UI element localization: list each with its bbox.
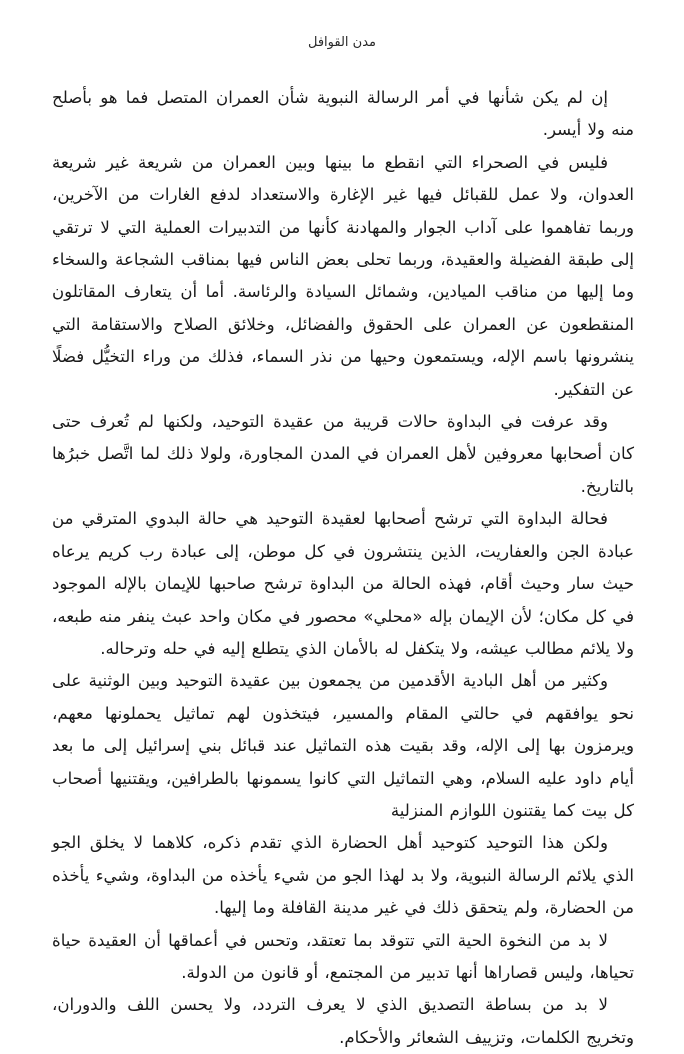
paragraph: فليس في الصحراء التي انقطع ما بينها وبين العمران من شريعة غير شريعة العدوان، ولا عمل للقبائل فيها غير الإغارة والاستعداد لدفع الغارات من الآخرين، وربما تفاهموا على آداب الجوار والمهادنة كأنها من التدبيرات العملية التي لا ترتقي إلى طبقة الفضيلة والعقيدة، وربما تحلى بعض الناس فيها بمناقب الشجاعة والسخاء وما إليها من مناقب الميادين، وشمائل السيادة والرئاسة. أما أن يتعارف المقاتلون المنقطعون عن العمران على الحقوق والفضائل، وخلائق الصلاح والاستقامة التي ينشرونها باسم الإله، ويستمعون وحيها من نذر السماء، فذلك من وراء التخيُّل فضلًا عن التفكير. <box>52 152 634 399</box>
paragraph: إن لم يكن شأنها في أمر الرسالة النبوية شأن العمران المتصل فما هو بأصلح منه ولا أيسر. <box>52 88 634 140</box>
paragraph: لا بد من النخوة الحية التي تتوقد بما تعتقد، وتحس في أعماقها أن العقيدة حياة تحياها، وليس قصاراها أنها تدبير من المجتمع، أو قانون من الدولة. <box>52 930 634 982</box>
paragraph: ولكن هذا التوحيد كتوحيد أهل الحضارة الذي تقدم ذكره، كلاهما لا يخلق الجو الذي يلائم الرسالة النبوية، ولا بد لهذا الجو من شيء يأخذه من البداوة، وشيء يأخذه من الحضارة، ولم يتحقق ذلك في غير مدينة القافلة وما إليها. <box>52 833 634 918</box>
running-header: مدن القوافل <box>307 35 376 50</box>
paragraph: فحالة البداوة التي ترشح أصحابها لعقيدة التوحيد هي حالة البدوي المترقي من عبادة الجن والعفاريت، الذين ينتشرون في كل موطن، إلى عبادة رب كريم يرعاه حيث سار وحيث أقام، فهذه الحالة من البداوة ترشح صاحبها للإيمان بالإله الموجود في كل مكان؛ لأن الإيمان بإله «محلي» محصور في مكان واحد عبث ينفر منه طبعه، ولا يلائم مطالب عيشه، ولا يتكفل له بالأمان الذي يتطلع إليه في حله وترحاله. <box>52 509 634 658</box>
paragraph: وكثير من أهل البادية الأقدمين من يجمعون بين عقيدة التوحيد وبين الوثنية على نحو يوافقهم في حالتي المقام والمسير، فيتخذون لهم تماثيل يحملونها معهم، ويرمزون بها إلى الإله، وقد بقيت هذه التماثيل عند قبائل بني إسرائيل إلى ما بعد أيام داود عليه السلام، وهي التماثيل التي كانوا يسمونها بالطرافين، ويقتنيها أصحاب كل بيت كما يقتنون اللوازم المنزلية <box>52 671 634 820</box>
paragraph: وقد عرفت في البداوة حالات قريبة من عقيدة التوحيد، ولكنها لم تُعرف حتى كان أصحابها معروفين لأهل العمران في المدن المجاورة، ولولا ذلك لما اتَّصل خبرُها بالتاريخ. <box>52 412 634 496</box>
page-body <box>52 82 634 1054</box>
paragraph: لا بد من بساطة التصديق الذي لا يعرف التردد، ولا يحسن اللف والدوران، وتخريج الكلمات، وتزييف الشعائر والأحكام. <box>52 995 634 1047</box>
